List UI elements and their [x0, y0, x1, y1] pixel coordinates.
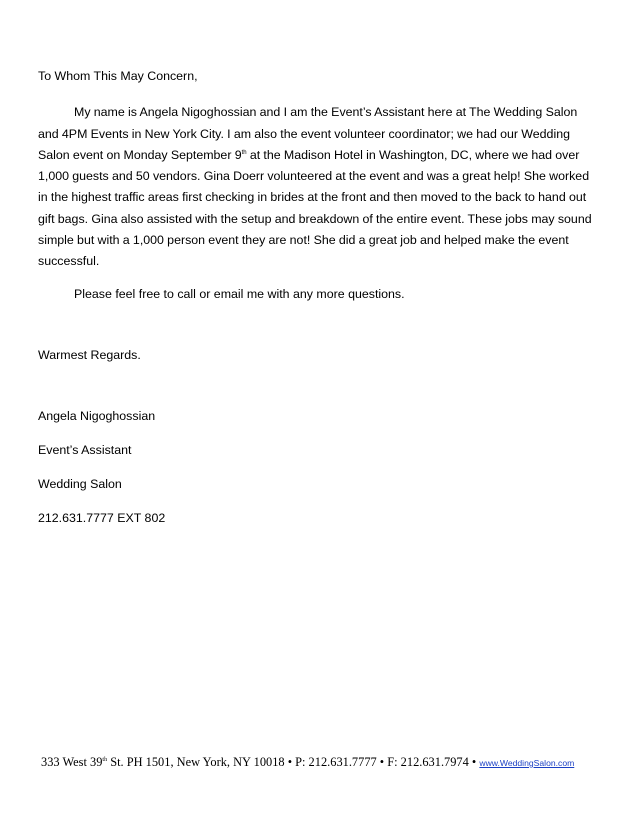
paragraph-introduction [38, 102, 598, 272]
signature-phone: 212.631.7777 EXT 802 [38, 511, 166, 526]
paragraph-introduction-text-1: My name is Angela Nigoghossian and I am the Event’s Assistant here at The Wedding Salon and 4PM Events in New York City. I am also the event volunteer coordinator; we had our Wedding Salon event on Monday September 9 [38, 105, 578, 162]
footer-address-bar [41, 754, 601, 771]
footer-address-2: St. PH 1501, New York, NY 10018 • P: 212.631.7777 • F: 212.631.7974 • [107, 755, 480, 769]
ordinal-suffix: th [241, 149, 247, 156]
salutation: To Whom This May Concern, [38, 69, 198, 83]
signature-company: Wedding Salon [38, 477, 122, 492]
footer-ordinal-suffix: th [102, 757, 108, 763]
signature-name: Angela Nigoghossian [38, 409, 156, 424]
closing: Warmest Regards. [38, 347, 141, 362]
letter-body [38, 66, 598, 542]
website-link[interactable]: www.WeddingSalon.com [479, 758, 575, 768]
footer-address-1: 333 West 39 [41, 755, 103, 769]
signature-title: Event’s Assistant [38, 443, 132, 458]
paragraph-contact: Please feel free to call or email me with any more questions. [74, 286, 405, 301]
paragraph-introduction-text-2: at the Madison Hotel in Washington, DC, where we had over 1,000 guests and 50 vendors. Gina Doerr volunteered at the event and was a great help! She worked in the highest traffic areas first checking in brides at the front and then moved to the back to hand out gift bags. Gina also assisted with the setup and breakdown of the entire event. These jobs may sound simple but with a 1,000 person event they are not! She did a great job and helped make the event successful. [38, 147, 592, 269]
